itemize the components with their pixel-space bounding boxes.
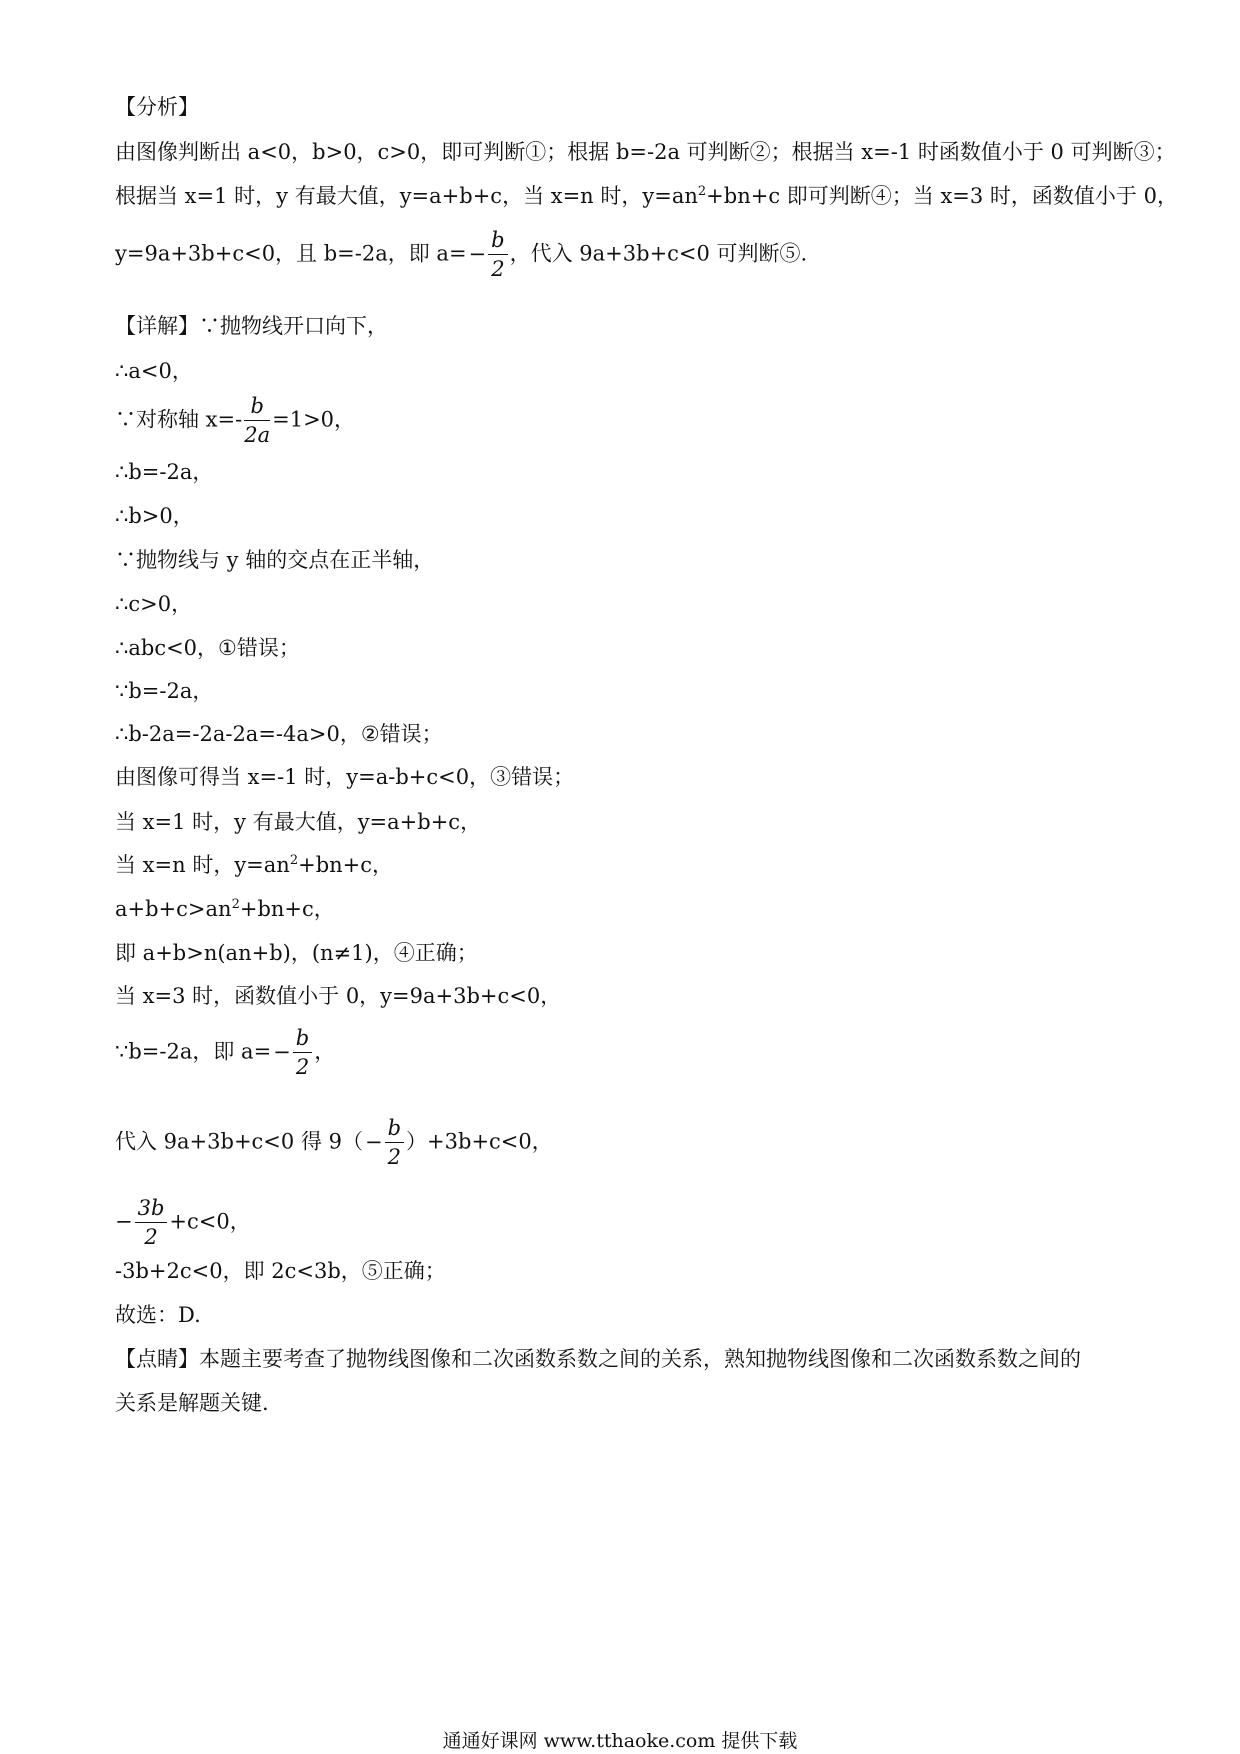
detail-line-10: ∴b-2a=-2a-2a=-4a>0，②错误； bbox=[115, 722, 443, 746]
detail-line-5: ∴b>0， bbox=[115, 504, 194, 528]
detail-line-2: ∴a<0， bbox=[115, 359, 193, 383]
detail-line-1: 【详解】∵抛物线开口向下， bbox=[115, 314, 388, 338]
detail-line-19: − $\frac{3b}{2}$ +c<0， bbox=[115, 1196, 251, 1249]
comment-line-1: 【点睛】本题主要考查了抛物线图像和二次函数系数之间的关系，熟知抛物线图像和二次函数系数之间的 bbox=[115, 1347, 1081, 1371]
analysis-heading: 【分析】 bbox=[115, 95, 199, 119]
comment-line-2: 关系是解题关键. bbox=[115, 1391, 269, 1415]
detail-line-20: -3b+2c<0，即 2c<3b，⑤正确； bbox=[115, 1259, 446, 1283]
fraction-b-over-2: $\frac{b}{2}$ bbox=[488, 230, 507, 280]
detail-line-15: 即 a+b>n(an+b)，(n≠1)，④正确； bbox=[115, 941, 478, 965]
detail-line-18: 代入 9a+3b+c<0 得 9（− $\frac{b}{2}$ ）+3b+c<0， bbox=[115, 1116, 553, 1169]
detail-line-7: ∴c>0， bbox=[115, 592, 193, 616]
detail-line-17: ∵b=-2a，即 a=− $\frac{b}{2}$ ， bbox=[115, 1026, 336, 1079]
analysis-line-3: y=9a+3b+c<0，且 b=-2a，即 a=− $\frac{b}{2}$ ，代入 9a+3b+c<0 可判断⑤. bbox=[115, 228, 808, 281]
detail-line-16: 当 x=3 时，函数值小于 0，y=9a+3b+c<0， bbox=[115, 984, 562, 1008]
fraction-b-over-2: $\frac{b}{2}$ bbox=[293, 1028, 312, 1078]
fraction-3b-over-2: $\frac{3b}{2}$ bbox=[135, 1198, 168, 1248]
detail-line-11: 由图像可得当 x=-1 时，y=a-b+c<0，③错误； bbox=[115, 765, 575, 789]
detail-line-21: 故选：D. bbox=[115, 1303, 201, 1327]
detail-line-13: 当 x=n 时，$y=an^2+bn+c$， bbox=[115, 853, 394, 877]
detail-line-9: ∵b=-2a， bbox=[115, 679, 214, 703]
detail-line-6: ∵抛物线与 y 轴的交点在正半轴， bbox=[115, 548, 435, 572]
analysis-line-1: 由图像判断出 a<0，b>0，c>0，即可判断①；根据 b=-2a 可判断②；根据当 x=-1 时函数值小于 0 可判断③； bbox=[115, 140, 1176, 164]
detail-heading: 【详解】 bbox=[115, 314, 199, 338]
comment-heading: 【点睛】 bbox=[115, 1347, 199, 1371]
detail-line-3: ∵对称轴 x=- $\frac{b}{2a}$ =1>0， bbox=[115, 394, 356, 447]
detail-line-8: ∴abc<0，①错误； bbox=[115, 636, 300, 660]
analysis-line-2: 根据当 x=1 时，y 有最大值，y=a+b+c，当 x=n 时，$y=an^2+bn+c$ 即可判断④；当 x=3 时，函数值小于 0， bbox=[115, 184, 1178, 208]
detail-line-14: $a+b+c>an^2+bn+c$， bbox=[115, 897, 335, 921]
fraction-b-over-2a: $\frac{b}{2a}$ bbox=[244, 394, 271, 447]
page-footer: 通通好课网 www.tthaoke.com 提供下载 bbox=[442, 1730, 798, 1752]
detail-line-4: ∴b=-2a， bbox=[115, 460, 214, 484]
detail-line-12: 当 x=1 时，y 有最大值，y=a+b+c， bbox=[115, 810, 482, 834]
fraction-b-over-2: $\frac{b}{2}$ bbox=[385, 1118, 404, 1168]
